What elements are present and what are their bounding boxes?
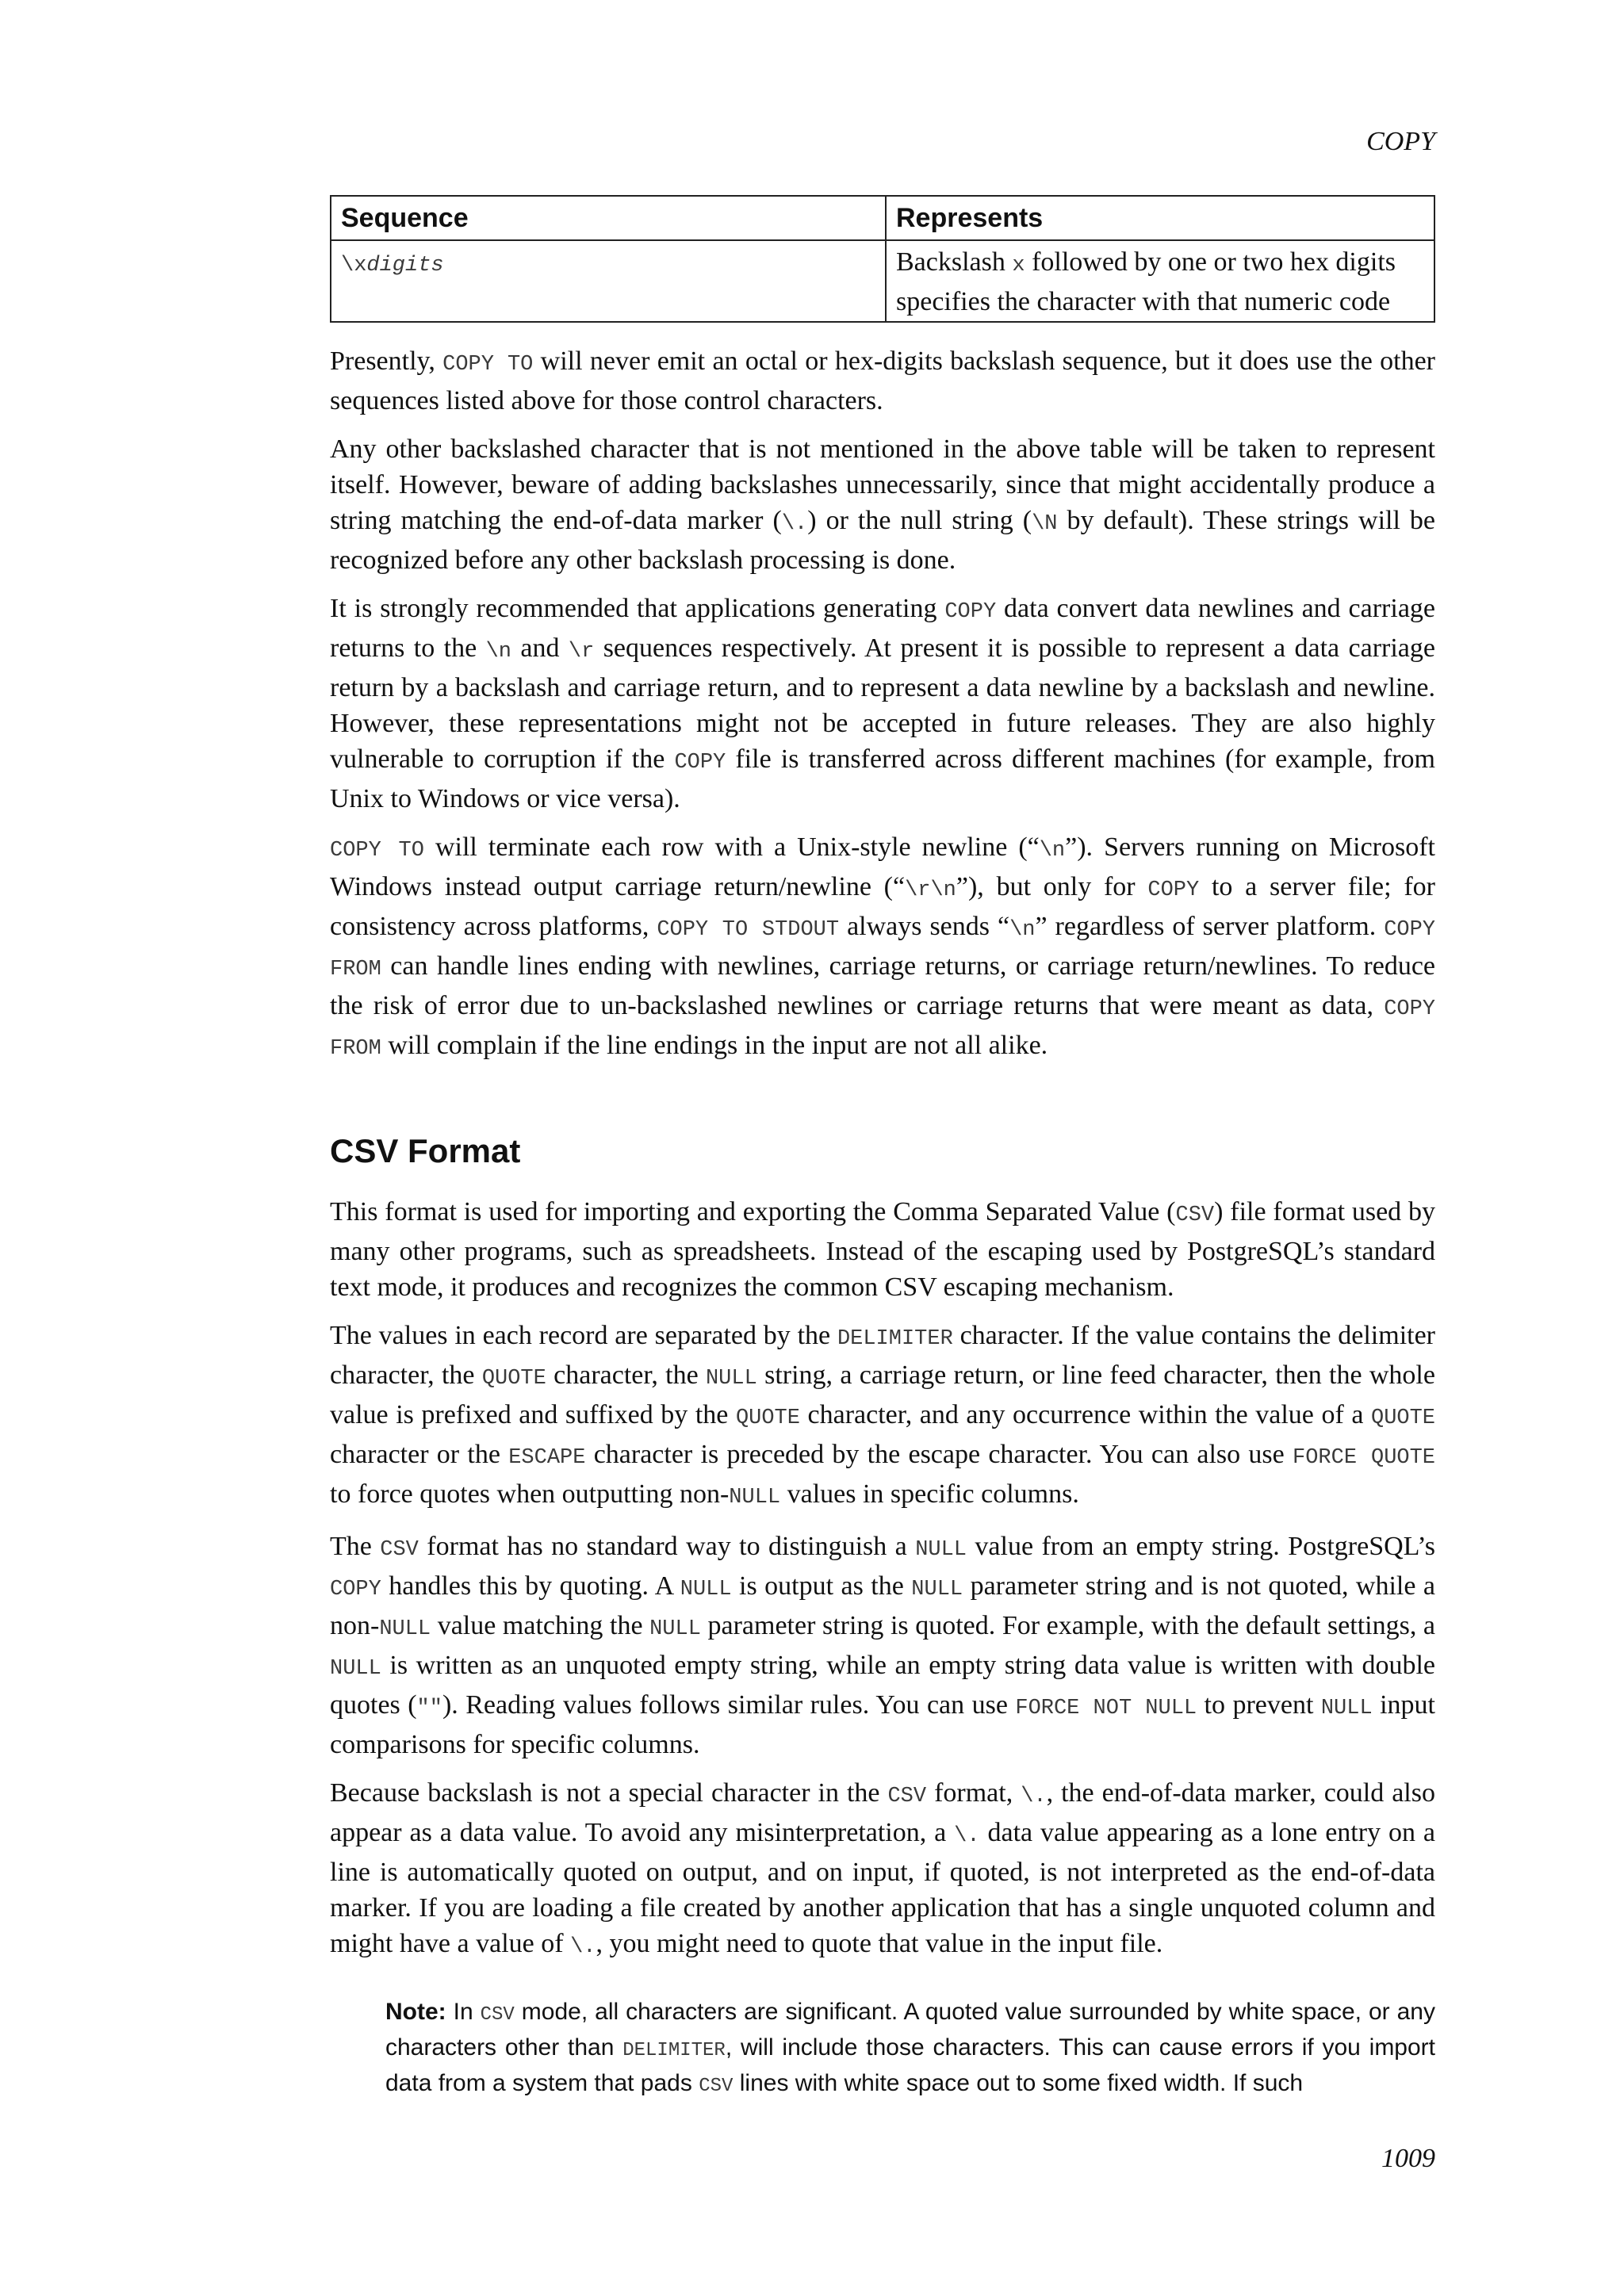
code-literal: \n — [1039, 839, 1066, 863]
table-row — [331, 240, 1434, 322]
code-literal: \r\n — [905, 878, 956, 902]
code-literal: ESCAPE — [508, 1446, 586, 1470]
text-run: to a server file; for consistency across platforms, — [330, 872, 1435, 941]
code-literal: \. — [1021, 1785, 1047, 1808]
text-run: In — [446, 1999, 481, 2025]
text-run: value from an empty string. PostgreSQL’s — [967, 1532, 1436, 1561]
paragraph-csv-null — [330, 1529, 1435, 1762]
code-literal: DELIMITER — [837, 1327, 953, 1351]
text-run: data convert data newlines and carriage returns to the — [330, 594, 1435, 663]
text-run: It is strongly recommended that applications generating — [330, 594, 945, 623]
text-run: followed by one or two hex digits specifies the character with that numeric code — [896, 247, 1396, 316]
text-run: always sends “ — [839, 912, 1010, 941]
text-run: character. If the value contains the delimiter character, the — [330, 1321, 1435, 1390]
table-header-sequence: Sequence — [331, 196, 886, 240]
code-literal: COPY — [1147, 878, 1200, 902]
text-run: Any other backslashed character that is not mentioned in the above table will be taken to represent itself. However, beware of adding backslashes unnecessarily, since that might accidentally produce a string matching the end-of-data marker ( — [330, 434, 1435, 535]
text-run: ”). Servers running on Microsoft Windows instead output carriage return/newline (“ — [330, 832, 1435, 901]
code-literal: CSV — [480, 2004, 515, 2026]
code-literal: NULL — [330, 1657, 381, 1681]
paragraph-line-endings — [330, 829, 1435, 1067]
paragraph-copy-to-emit — [330, 343, 1435, 419]
code-literal: CSV — [380, 1538, 419, 1562]
code-literal: "" — [416, 1697, 442, 1720]
code-literal: NULL — [729, 1486, 781, 1510]
code-literal: CSV — [887, 1785, 927, 1808]
text-run: values in specific columns. — [780, 1479, 1079, 1509]
text-run: , the end-of-data marker, could also appear as a data value. To avoid any misinterpretation, a — [330, 1778, 1435, 1847]
text-run: ” regardless of server platform. — [1035, 912, 1385, 941]
table-cell-represents — [886, 240, 1434, 322]
note-label: Note: — [385, 1999, 446, 2025]
text-run: is output as the — [731, 1571, 912, 1601]
sequence-prefix: \x — [341, 254, 367, 277]
code-literal: QUOTE — [735, 1406, 800, 1430]
code-literal: COPY — [944, 600, 997, 624]
text-run: , you might need to quote that value in the input file. — [596, 1929, 1163, 1958]
code-literal: COPY — [674, 751, 726, 775]
text-run: handles this by quoting. A — [381, 1571, 680, 1601]
code-literal: \. — [781, 512, 808, 536]
text-run: , will include those characters. This can cause errors if you import data from a system that pads — [385, 2034, 1436, 2096]
code-literal: COPY FROM — [330, 997, 1435, 1061]
text-run: value matching the — [431, 1611, 650, 1640]
code-literal: \r — [568, 640, 595, 664]
text-run: ). Reading values follows similar rules. You can use — [442, 1690, 1016, 1720]
code-literal: CSV — [699, 2076, 733, 2097]
text-run: can handle lines ending with newlines, carriage returns, or carriage return/newlines. To reduce the risk of error due to un-backslashed newlines or carriage returns that were meant as data, — [330, 951, 1435, 1020]
code-literal: COPY TO STDOUT — [657, 918, 840, 942]
text-run: The — [330, 1532, 381, 1561]
section-title: CSV Format — [330, 1132, 521, 1169]
text-run: ) file format used by many other programs, such as spreadsheets. Instead of the escaping used by PostgreSQL’s standard text mode, it produces and recognizes the common CSV escaping mechanism. — [330, 1197, 1435, 1302]
text-run: character is preceded by the escape character. You can also use — [585, 1440, 1293, 1469]
text-run: will terminate each row with a Unix-style newline (“ — [423, 832, 1040, 862]
code-literal: DELIMITER — [622, 2040, 726, 2061]
text-run: and — [511, 633, 569, 663]
page-number: 1009 — [1381, 2144, 1435, 2173]
text-run: will complain if the line endings in the input are not all alike. — [381, 1031, 1048, 1060]
code-literal: QUOTE — [1371, 1406, 1436, 1430]
text-run: ) or the null string ( — [807, 506, 1032, 535]
text-run: character, and any occurrence within the value of a — [799, 1400, 1371, 1429]
text-run: parameter string and is not quoted, while a non- — [330, 1571, 1436, 1640]
text-run: character or the — [330, 1440, 509, 1469]
text-run: This format is used for importing and exporting the Comma Separated Value ( — [330, 1197, 1176, 1226]
code-literal: COPY — [330, 1578, 381, 1601]
code-literal: NULL — [680, 1578, 732, 1601]
escape-sequence-table — [330, 195, 1435, 323]
code-literal: \. — [954, 1824, 980, 1848]
paragraph-csv-delimiter — [330, 1318, 1435, 1516]
code-literal: \n — [485, 640, 511, 664]
code-literal: CSV — [1175, 1203, 1215, 1227]
text-run: parameter string is quoted. For example, with the default settings, a — [700, 1611, 1435, 1640]
code-literal: \n — [1009, 918, 1036, 942]
code-literal: COPY TO — [442, 353, 534, 377]
sequence-arg: digits — [366, 254, 444, 277]
text-run: Backslash — [896, 247, 1013, 277]
text-run: character, the — [546, 1360, 706, 1390]
text-run: is written as an unquoted empty string, while an empty string data value is written with double quotes ( — [330, 1651, 1435, 1720]
code-literal: FORCE QUOTE — [1293, 1446, 1436, 1470]
paragraph-csv-backslash — [330, 1775, 1435, 1965]
code-literal: x — [1012, 254, 1025, 277]
text-run: format has no standard way to distinguish a — [418, 1532, 916, 1561]
text-run: mode, all characters are significant. A quoted value surrounded by white space, or any characters other than — [385, 1999, 1435, 2061]
text-run: The values in each record are separated by the — [330, 1321, 837, 1350]
code-literal: NULL — [379, 1617, 431, 1641]
text-run: file is transferred across different machines (for example, from Unix to Windows or vice versa). — [330, 744, 1435, 813]
text-run: will never emit an octal or hex-digits backslash sequence, but it does use the other sequences listed above for those control characters. — [330, 346, 1435, 415]
text-run: by default). These strings will be recognized before any other backslash processing is done. — [330, 506, 1435, 575]
note-block — [385, 1996, 1435, 2103]
running-head: COPY — [1366, 127, 1435, 156]
text-run: to prevent — [1197, 1690, 1321, 1720]
table-cell-sequence — [331, 240, 886, 322]
code-literal: NULL — [911, 1578, 963, 1601]
text-run: data value appearing as a lone entry on a line is automatically quoted on output, and on input, if quoted, is not interpreted as the end-of-data marker. If you are loading a file created by another application that has a single unquoted column and might have a value of — [330, 1818, 1435, 1958]
code-literal: QUOTE — [481, 1367, 546, 1391]
code-literal: NULL — [1320, 1697, 1373, 1720]
table-header-row — [331, 196, 1434, 240]
code-literal: COPY TO — [330, 839, 424, 863]
code-literal: COPY FROM — [330, 918, 1435, 982]
text-run: input comparisons for specific columns. — [330, 1690, 1435, 1759]
paragraph-newline-recommendation — [330, 591, 1435, 817]
code-literal: NULL — [649, 1617, 701, 1641]
paragraph-other-backslash — [330, 431, 1435, 578]
page-content — [330, 195, 1435, 2103]
code-literal: \. — [570, 1935, 596, 1959]
code-literal: FORCE NOT NULL — [1015, 1697, 1197, 1720]
text-run: to force quotes when outputting non- — [330, 1479, 730, 1509]
code-literal: NULL — [705, 1367, 757, 1391]
text-run: Because backslash is not a special character in the — [330, 1778, 888, 1808]
text-run: ”), but only for — [956, 872, 1148, 901]
code-literal: \N — [1032, 512, 1058, 536]
code-literal: NULL — [915, 1538, 967, 1562]
table-header-represents: Represents — [886, 196, 1434, 240]
text-run: sequences respectively. At present it is possible to represent a data carriage return by a backslash and carriage return, and to represent a data newline by a backslash and newline. However, these representations might not be accepted in future releases. They are also highly vulnerable to corruption if the — [330, 633, 1435, 774]
paragraph-csv-intro — [330, 1194, 1435, 1305]
text-run: format, — [926, 1778, 1021, 1808]
text-run: string, a carriage return, or line feed character, then the whole value is prefixed and suffixed by the — [330, 1360, 1435, 1429]
text-run: Presently, — [330, 346, 443, 376]
text-run: lines with white space out to some fixed width. If such — [733, 2070, 1304, 2096]
